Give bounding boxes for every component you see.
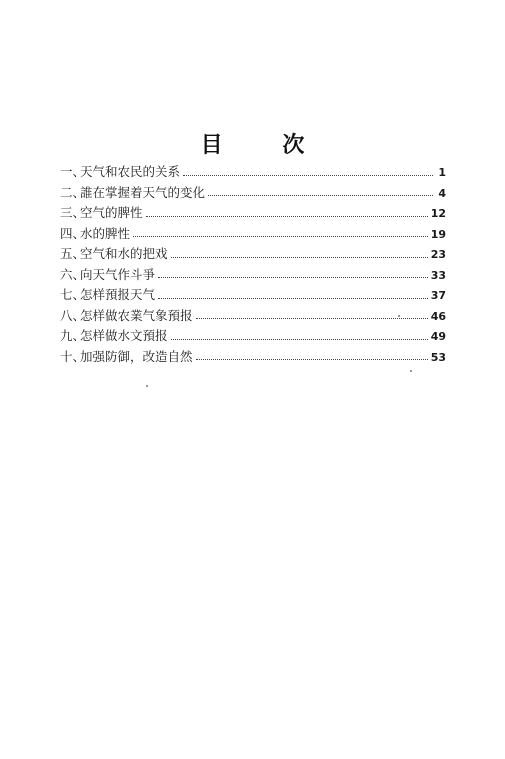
toc-entry [60,265,446,286]
toc-entry-number: 二、 [60,184,86,200]
toc-entry [60,244,446,265]
toc-entry [60,183,446,204]
toc-entry-title: 怎样做农業气象預报 [80,307,193,323]
toc-entry-number: 五、 [60,246,86,261]
toc-entry-title: 誰在掌握着天气的变化 [80,184,206,200]
toc-entry-number: 十、 [60,348,86,364]
print-speck [398,315,400,317]
toc-entry [60,162,446,183]
toc-entry-title: 空气的脾性 [80,205,143,220]
toc-leader-dots [196,318,428,319]
toc-entry [60,285,446,306]
toc-leader-dots [208,195,433,196]
toc-entry-number: 六、 [60,266,86,282]
toc-entry-title: 水的脾性 [80,225,131,241]
toc-leader-dots [146,216,428,217]
toc-entry-number: 四、 [60,225,86,241]
toc-entry-title: 怎样預报天气 [80,287,156,302]
toc-leader-dots [133,236,428,237]
toc-entry-page: 33 [430,268,446,282]
print-speck [146,385,148,387]
toc-leader-dots [171,257,428,258]
toc-entry-title: 怎样做水文預报 [80,328,168,343]
toc-entry-page: 46 [430,309,446,323]
toc-leader-dots [183,175,433,176]
toc-entry-page: 37 [430,289,446,302]
toc-entry-page: 19 [430,227,446,241]
table-of-contents [60,162,446,367]
toc-entry [60,347,446,368]
toc-entry-number: 七、 [60,287,86,302]
toc-leader-dots [171,339,428,340]
print-speck [410,370,412,372]
toc-entry-title: 天气和农民的关系 [80,164,181,179]
toc-entry-title: 加强防御，改造自然 [80,348,193,364]
toc-entry-title: 向天气作斗爭 [80,266,156,282]
toc-entry-number: 八、 [60,307,86,323]
toc-entry-title: 空气和水的把戏 [80,246,168,261]
toc-entry-page: 53 [430,350,446,364]
toc-entry-number: 九、 [60,328,86,343]
toc-entry-page: 1 [438,166,446,179]
toc-entry [60,306,446,327]
page-title: 目 次 [200,132,331,158]
toc-entry-page: 49 [430,330,446,343]
toc-entry-page: 12 [430,207,446,220]
toc-entry-number: 一、 [60,164,86,179]
toc-leader-dots [158,298,428,299]
toc-entry [60,224,446,245]
toc-entry-page: 23 [430,248,446,261]
toc-entry-page: 4 [438,186,446,200]
toc-leader-dots [196,359,428,360]
toc-leader-dots [158,277,428,278]
toc-entry-number: 三、 [60,205,86,220]
toc-entry [60,203,446,224]
toc-entry [60,326,446,347]
